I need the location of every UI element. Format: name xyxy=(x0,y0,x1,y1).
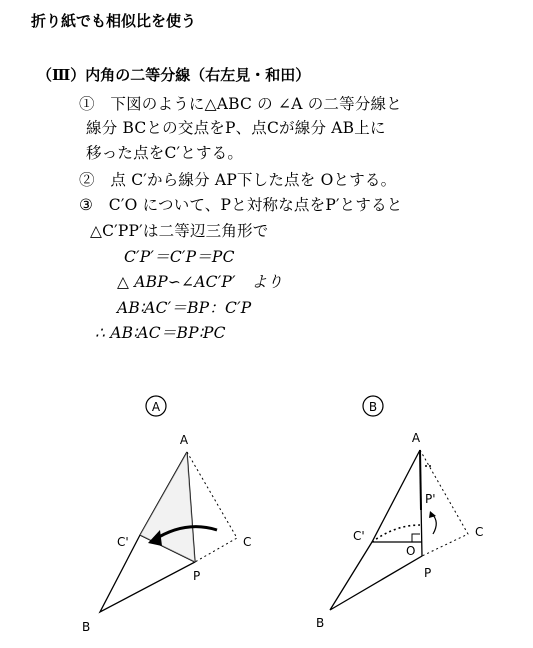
origami-figures xyxy=(0,380,533,648)
figure-b-triangle xyxy=(330,450,422,610)
document-title: 折り紙でも相似比を使う xyxy=(31,12,197,30)
equation-3: AB∶AC′＝BP：C′P xyxy=(117,299,252,317)
figure-b-angle-dot xyxy=(429,465,431,467)
step-1-line-3: 移った点をC′とする。 xyxy=(86,144,244,162)
figure-a-label-B: B xyxy=(82,620,91,634)
figure-a-label-A: A xyxy=(179,433,189,447)
equation-2: △ ABP∽∠AC′P′ より xyxy=(117,273,283,291)
figure-b xyxy=(316,396,483,630)
conclusion-line: ∴ AB∶AC＝BP∶PC xyxy=(95,324,226,342)
step-3-line-2: △C′PP′は二等辺三角形で xyxy=(90,222,269,240)
equation-1: C′P′＝C′P＝PC xyxy=(124,248,235,266)
figure-a xyxy=(82,396,251,634)
figure-b-label-O: O xyxy=(406,544,416,558)
figure-b-angle-dot xyxy=(425,465,427,467)
figure-b-circle-label: B xyxy=(368,400,378,414)
figure-b-label-Pprime: P' xyxy=(425,492,436,506)
step-2-line: ② 点 C′から線分 AP下した点を Oとする。 xyxy=(79,171,397,189)
section-heading: （Ⅲ）内角の二等分線（右左見・和田） xyxy=(37,66,311,84)
figure-a-label-C: C xyxy=(243,535,252,549)
figure-a-circle-label: A xyxy=(151,400,161,414)
figure-b-reflect-arrow xyxy=(432,514,436,534)
figure-b-label-P: P xyxy=(424,566,432,580)
figure-b-label-C: C xyxy=(475,525,484,539)
figure-a-folded-region xyxy=(140,452,195,562)
step-1-line-1: ① 下図のように△ABC の ∠A の二等分線と xyxy=(79,95,402,113)
figure-b-label-Cprime: C' xyxy=(353,529,365,543)
figure-a-label-Cprime: C' xyxy=(117,535,129,549)
figure-a-label-P: P xyxy=(193,569,201,583)
figure-b-label-B: B xyxy=(316,616,325,630)
step-1-line-2: 線分 BCとの交点をP、点Cが線分 AB上に xyxy=(86,119,386,137)
figure-a-original-edge xyxy=(187,452,237,562)
step-3-line-1: ③ C′O について、Pと対称な点をP′とすると xyxy=(79,196,403,214)
figure-b-right-angle xyxy=(412,534,420,542)
figure-b-segment-APprime xyxy=(420,450,421,510)
figure-b-label-A: A xyxy=(411,431,421,445)
